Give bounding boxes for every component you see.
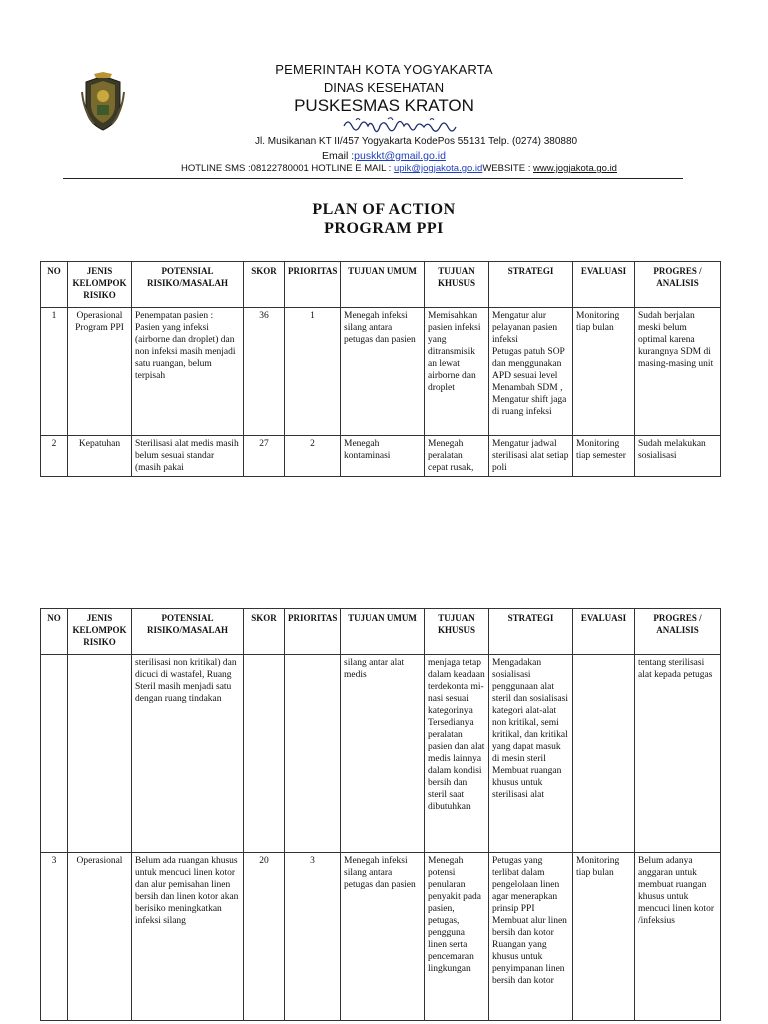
cell-tujuan-khusus: Memisahkan pasien infeksi yang ditransmisik an lewat airborne dan droplet (425, 308, 489, 436)
table-row (41, 436, 721, 477)
cell-potensial: sterilisasi non kritikal) dan dicuci di wastafel, Ruang Steril masih menjadi satu dengan ruang tindakan (132, 655, 244, 853)
col-tujuan-khusus: TUJUAN KHUSUS (425, 262, 489, 308)
col-prioritas: PRIORITAS (285, 262, 341, 308)
col-tujuan-umum: TUJUAN UMUM (341, 262, 425, 308)
cell-no: 3 (41, 853, 68, 1021)
cell-tujuan-khusus: Menegah potensi penularan penyakit pada pasien, petugas, pengguna linen serta pencemaran lingkungan (425, 853, 489, 1021)
cell-progres: tentang sterilisasi alat kepada petugas (635, 655, 721, 853)
cell-potensial: Penempatan pasien : Pasien yang infeksi (airborne dan droplet) dan non infeksi masih menjadi satu ruangan, belum terpisah (132, 308, 244, 436)
cell-skor: 36 (244, 308, 285, 436)
cell-tujuan-khusus: menjaga tetap dalam keadaan terdekonta mi-nasi sesuai kategorinya Tersedianya peralatan pasien dan alat medis lainnya dalam kondisi bersih dan steril saat dibutuhkan (425, 655, 489, 853)
cell-strategi: Mengatur alur pelayanan pasien infeksi Petugas patuh SOP dan menggunakan APD sesuai level Menambah SDM , Mengatur shift jaga di ruang infeksi (489, 308, 573, 436)
cell-evaluasi: Monitoring tiap bulan (573, 853, 635, 1021)
hotline-email-link[interactable]: upik@jogjakota.go.id (393, 163, 483, 174)
table-row (41, 655, 721, 853)
cell-jenis: Operasional Program PPI (68, 308, 132, 436)
col-strategi: STRATEGI (489, 262, 573, 308)
cell-tujuan-umum: silang antar alat medis (341, 655, 425, 853)
header-divider (63, 178, 683, 179)
cell-no: 2 (41, 436, 68, 477)
cell-strategi: Petugas yang terlibat dalam pengelolaan linen agar menerapkan prinsip PPI Membuat alur linen bersih dan kotor Ruangan yang khusus untuk penyimpanan linen bersih dan kotor (489, 853, 573, 1021)
cell-evaluasi: Monitoring tiap bulan (573, 308, 635, 436)
cell-jenis: Kepatuhan (68, 436, 132, 477)
cell-tujuan-umum: Menegah infeksi silang antara petugas dan pasien (341, 308, 425, 436)
cell-prioritas: 1 (285, 308, 341, 436)
cell-jenis (68, 655, 132, 853)
email-label: Email : (322, 150, 355, 162)
department-name: DINAS KESEHATAN (323, 80, 445, 95)
document-subtitle: PROGRAM PPI (324, 220, 444, 237)
website-label: WEBSITE : (482, 163, 533, 174)
table-header-row (41, 262, 721, 308)
cell-potensial: Sterilisasi alat medis masih belum sesuai standar (masih pakai (132, 436, 244, 477)
hotline-text: HOTLINE SMS :08122780001 HOTLINE E MAIL : (181, 163, 394, 174)
cell-prioritas: 3 (285, 853, 341, 1021)
cell-skor: 20 (244, 853, 285, 1021)
col-potensial: POTENSIAL RISIKO/MASALAH (132, 262, 244, 308)
cell-evaluasi (573, 655, 635, 853)
institution-name: PUSKESMAS KRATON (294, 96, 474, 115)
plan-table-part-2 (40, 608, 721, 1021)
cell-tujuan-khusus: Menegah peralatan cepat rusak, (425, 436, 489, 477)
col-progres: PROGRES / ANALISIS (635, 262, 721, 308)
cell-prioritas: 2 (285, 436, 341, 477)
email-line (0, 150, 768, 162)
col-progres: PROGRES / ANALISIS (635, 609, 721, 655)
cell-progres: Belum adanya anggaran untuk membuat ruangan khusus untuk mencuci linen kotor /infeksius (635, 853, 721, 1021)
cell-prioritas (285, 655, 341, 853)
gov-name: PEMERINTAH KOTA YOGYAKARTA (275, 62, 493, 77)
cell-jenis: Operasional (68, 853, 132, 1021)
cell-progres: Sudah melakukan sosialisasi (635, 436, 721, 477)
cell-potensial: Belum ada ruangan khusus untuk mencuci linen kotor dan alur pemisahan linen bersih dan linen kotor akan berisiko meningkatkan infeksi silang (132, 853, 244, 1021)
plan-table-part-1 (40, 261, 721, 477)
table-row (41, 308, 721, 436)
cell-no: 1 (41, 308, 68, 436)
cell-skor: 27 (244, 436, 285, 477)
table-header-row (41, 609, 721, 655)
col-prioritas: PRIORITAS (285, 609, 341, 655)
col-potensial: POTENSIAL RISIKO/MASALAH (132, 609, 244, 655)
col-no: NO (41, 609, 68, 655)
col-evaluasi: EVALUASI (573, 609, 635, 655)
col-jenis: JENIS KELOMPOK RISIKO (68, 609, 132, 655)
cell-evaluasi: Monitoring tiap semester (573, 436, 635, 477)
col-tujuan-umum: TUJUAN UMUM (341, 609, 425, 655)
col-jenis: JENIS KELOMPOK RISIKO (68, 262, 132, 308)
cell-strategi: Mengatur jadwal sterilisasi alat setiap poli (489, 436, 573, 477)
col-tujuan-khusus: TUJUAN KHUSUS (425, 609, 489, 655)
cell-progres: Sudah berjalan meski belum optimal karena kurangnya SDM di masing-masing unit (635, 308, 721, 436)
col-skor: SKOR (244, 262, 285, 308)
document-title: PLAN OF ACTION (312, 201, 456, 218)
col-skor: SKOR (244, 609, 285, 655)
col-evaluasi: EVALUASI (573, 262, 635, 308)
col-strategi: STRATEGI (489, 609, 573, 655)
javanese-script-logo (342, 116, 482, 134)
hotline-line (181, 163, 617, 174)
cell-strategi: Mengadakan sosialisasi penggunaan alat steril dan sosialisasi kategori alat-alat non kritikal, semi kritikal, dan kritikal yang dapat masuk di mesin steril Membuat ruangan khusus untuk sterilisasi alat (489, 655, 573, 853)
col-no: NO (41, 262, 68, 308)
cell-tujuan-umum: Menegah infeksi silang antara petugas dan pasien (341, 853, 425, 1021)
cell-skor (244, 655, 285, 853)
email-link[interactable]: puskkt@gmail.go.id (354, 150, 446, 162)
website-link[interactable]: www.jogjakota.go.id (533, 163, 617, 174)
cell-tujuan-umum: Menegah kontaminasi (341, 436, 425, 477)
table-row (41, 853, 721, 1021)
address-line: Jl. Musikanan KT II/457 Yogyakarta KodePos 55131 Telp. (0274) 380880 (255, 136, 578, 147)
cell-no (41, 655, 68, 853)
